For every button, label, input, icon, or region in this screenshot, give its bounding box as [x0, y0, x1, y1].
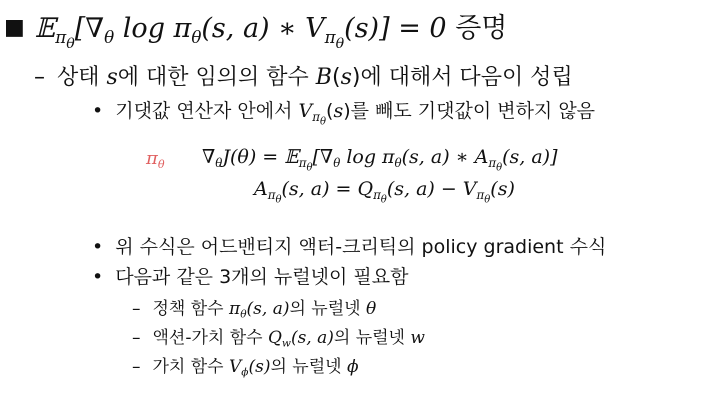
statement-text: 상태 s에 대한 임의의 함수 B(s)에 대해서 다음이 성립: [57, 65, 573, 90]
handwritten-annotation: $\pi_\theta$: [146, 148, 165, 171]
net-item-policy: – 정책 함수 $\pi_\theta(s$, a)의 뉴럴넷 θ: [132, 299, 377, 321]
three-nets-bullet-text: 다음과 같은 3개의 뉴럴넷이 필요함: [115, 266, 409, 288]
slide-title: [4, 6, 507, 52]
dot-bullet-icon: •: [92, 100, 104, 122]
advantage-bullet-text: 위 수식은 어드밴티지 액터-크리틱의 policy gradient 수식: [115, 236, 607, 258]
advantage-equation: $A_{\pi_\theta}(s$, $a) = Q_{\pi_\theta}(s$, $a) - V_{\pi_\theta}(s)$: [254, 178, 515, 206]
advantage-bullet: [92, 232, 606, 259]
policy-gradient-equation: $\nabla_\theta J(\theta)$ = $𝔼_{\pi_\theta}[\nabla_\theta$ $\log \pi_\theta(s$, a) ∗ $A_{\pi_\theta}(s$, a)]: [202, 146, 558, 174]
dot-bullet-icon: •: [92, 266, 104, 288]
expectation-note: [92, 96, 595, 128]
dot-bullet-icon: •: [92, 236, 104, 258]
expectation-note-text: 기댓값 연산자 안에서 $V_{\pi_\theta}(s)$를 빼도 기댓값이 변하지 않음: [115, 100, 596, 128]
net-item-value: – 가치 함수 $V_\phi(s)$의 뉴럴넷 ϕ: [132, 357, 359, 379]
dash-bullet-icon: –: [132, 328, 141, 348]
dash-bullet-icon: –: [132, 357, 141, 377]
three-nets-bullet: [92, 262, 408, 289]
dash-bullet-icon: –: [34, 65, 45, 90]
title-suffix: 증명: [455, 13, 508, 44]
net-item-action-value: – 액션-가치 함수 $Q_w(s$, a)의 뉴럴넷 w: [132, 328, 425, 350]
title-equation: $𝔼_{\pi_\theta}[\nabla_\theta$ $\log \pi_\theta(s$, a) ∗ $V_{\pi_\theta}(s)] = 0$: [34, 13, 447, 52]
statement-line: [34, 60, 573, 91]
dash-bullet-icon: –: [132, 299, 141, 319]
square-bullet-icon: ■: [4, 15, 25, 40]
